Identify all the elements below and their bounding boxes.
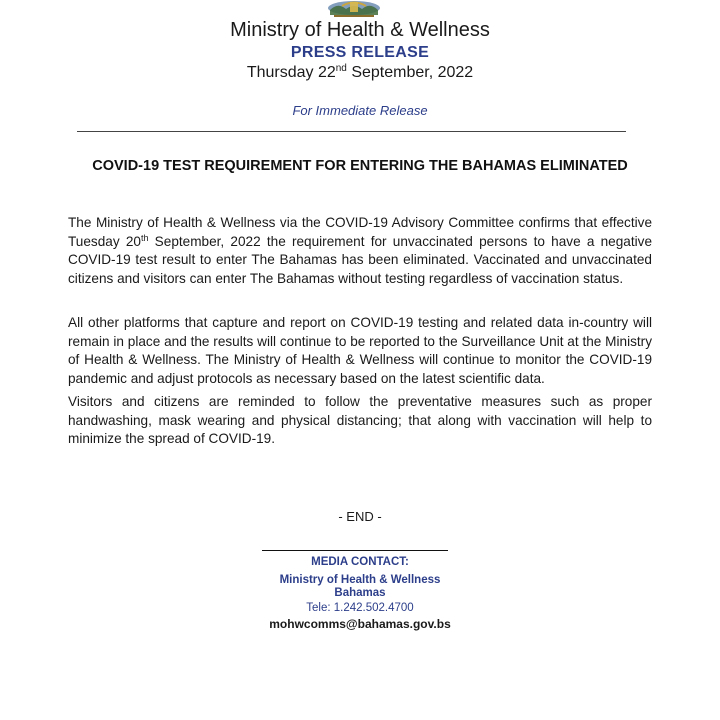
immediate-release-note: For Immediate Release — [292, 103, 428, 118]
contact-divider — [262, 550, 448, 551]
body-paragraph-1 — [68, 214, 652, 288]
media-contact-heading: MEDIA CONTACT: — [311, 556, 409, 568]
ministry-name: Ministry of Health & Wellness — [230, 19, 490, 41]
p1-text-a: The Ministry of Health & Wellness via the COVID-19 Advisory Committee confirms that effective Tuesday 20 — [68, 215, 652, 249]
contact-country: Bahamas — [334, 587, 386, 599]
press-release-label: PRESS RELEASE — [290, 44, 430, 61]
p1-text-b: September, 2022 the requirement for unvaccinated persons to have a negative COVID-19 test result to enter The Bahamas has been eliminated. Vaccinated and unvaccinated citizens and visitors can enter The Bahamas without testing regardless of vaccination status. — [68, 233, 653, 286]
p1-ordinal: th — [140, 232, 149, 243]
end-mark: - END - — [338, 509, 382, 524]
coat-of-arms-icon — [314, 0, 394, 18]
date-ordinal: nd — [335, 63, 347, 74]
release-date — [0, 64, 720, 82]
contact-organization: Ministry of Health & Wellness — [279, 574, 441, 586]
date-month-year: September, 2022 — [346, 64, 474, 81]
headline: COVID-19 TEST REQUIREMENT FOR ENTERING THE BAHAMAS ELIMINATED — [92, 158, 628, 174]
body-paragraph-2: All other platforms that capture and report on COVID-19 testing and related data in-country will remain in place and the results will continue to be reported to the Surveillance Unit at the Ministry of Health & Wellness. The Ministry of Health & Wellness will continue to monitor the COVID-19 pandemic and adjust protocols as necessary based on the latest scientific data. — [68, 315, 652, 386]
contact-email[interactable]: mohwcomms@bahamas.gov.bs — [269, 617, 451, 631]
body-paragraph-3: Visitors and citizens are reminded to follow the preventative measures such as proper handwashing, mask wearing and physical distancing; that along with vaccination will help to minimize the spread of COVID-19. — [68, 394, 652, 446]
contact-telephone: Tele: 1.242.502.4700 — [306, 602, 414, 614]
header-divider — [77, 131, 626, 132]
date-day: Thursday 22 — [246, 64, 336, 81]
